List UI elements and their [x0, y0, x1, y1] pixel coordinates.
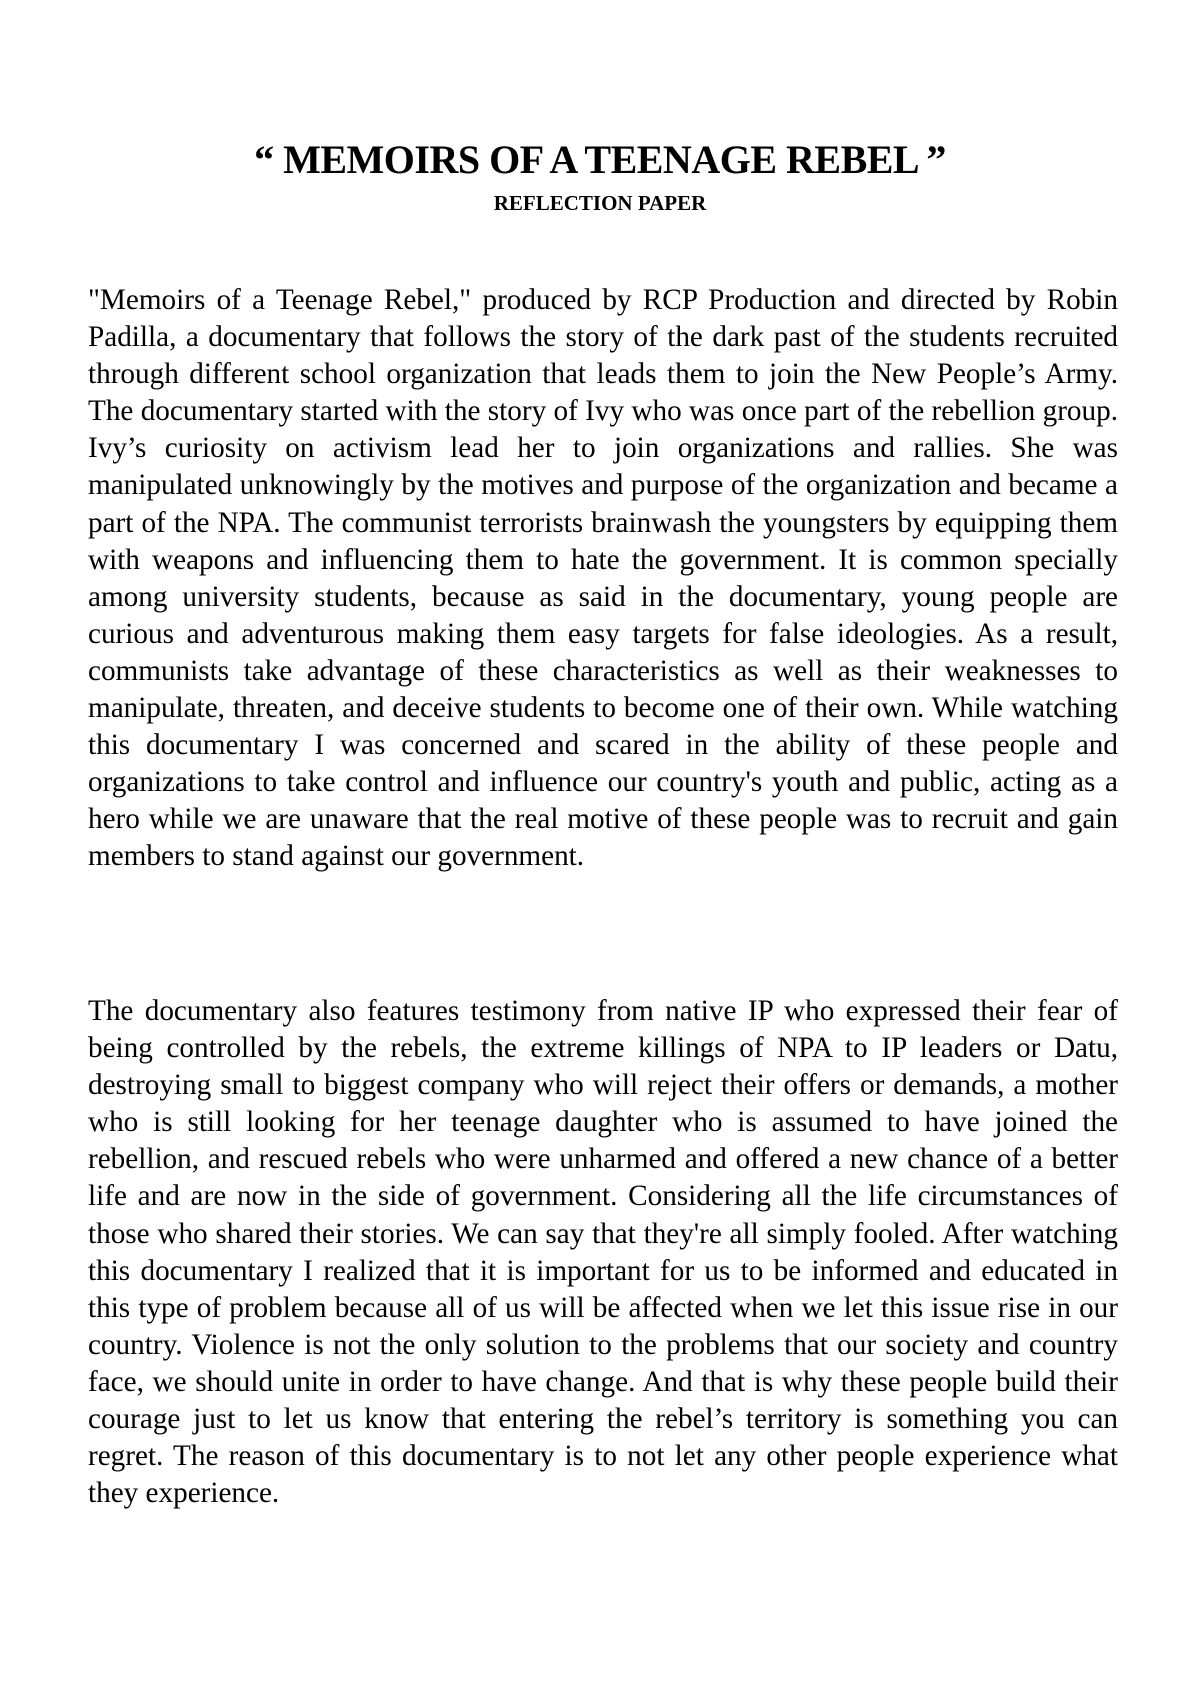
body-paragraph: The documentary also features testimony from native IP who expressed their fear of being controlled by the rebels, the extreme killings of NPA to IP leaders or Datu, destroying small to biggest company who will reject their offers or demands, a mother who is still looking for her teenage daughter who is assumed to have joined the rebellion, and rescued rebels who were unharmed and offered a new chance of a better life and are now in the side of government. Considering all the life circumstances of those who shared their stories. We can say that they're all simply fooled. After watching this documentary I realized that it is important for us to be informed and educated in this type of problem because all of us will be affected when we let this issue rise in our country. Violence is not the only solution to the problems that our society and country face, we should unite in order to have change. And that is why these people build their courage just to let us know that entering the rebel’s territory is something you can regret. The reason of this documentary is to not let any other people experience what they experience.	[88, 995, 1118, 1510]
document-subtitle: REFLECTION PAPER	[493, 191, 707, 215]
body-paragraph: "Memoirs of a Teenage Rebel," produced by RCP Production and directed by Robin Padilla, a documentary that follows the story of the dark past of the students recruited through different school organization that leads them to join the New People’s Army. The documentary started with the story of Ivy who was once part of the rebellion group. Ivy’s curiosity on activism lead her to join organizations and rallies. She was manipulated unknowingly by the motives and purpose of the organization and became a part of the NPA. The communist terrorists brainwash the youngsters by equipping them with weapons and influencing them to hate the government. It is common specially among university students, because as said in the documentary, young people are curious and adventurous making them easy targets for false ideologies. As a result, communists take advantage of these characteristics as well as their weaknesses to manipulate, threaten, and deceive students to become one of their own. While watching this documentary I was concerned and scared in the ability of these people and organizations to take control and influence our country's youth and public, acting as a hero while we are unaware that the real motive of these people was to recruit and gain members to stand against our government.	[88, 284, 1118, 873]
document-title: “ MEMOIRS OF A TEENAGE REBEL ”	[254, 137, 946, 182]
